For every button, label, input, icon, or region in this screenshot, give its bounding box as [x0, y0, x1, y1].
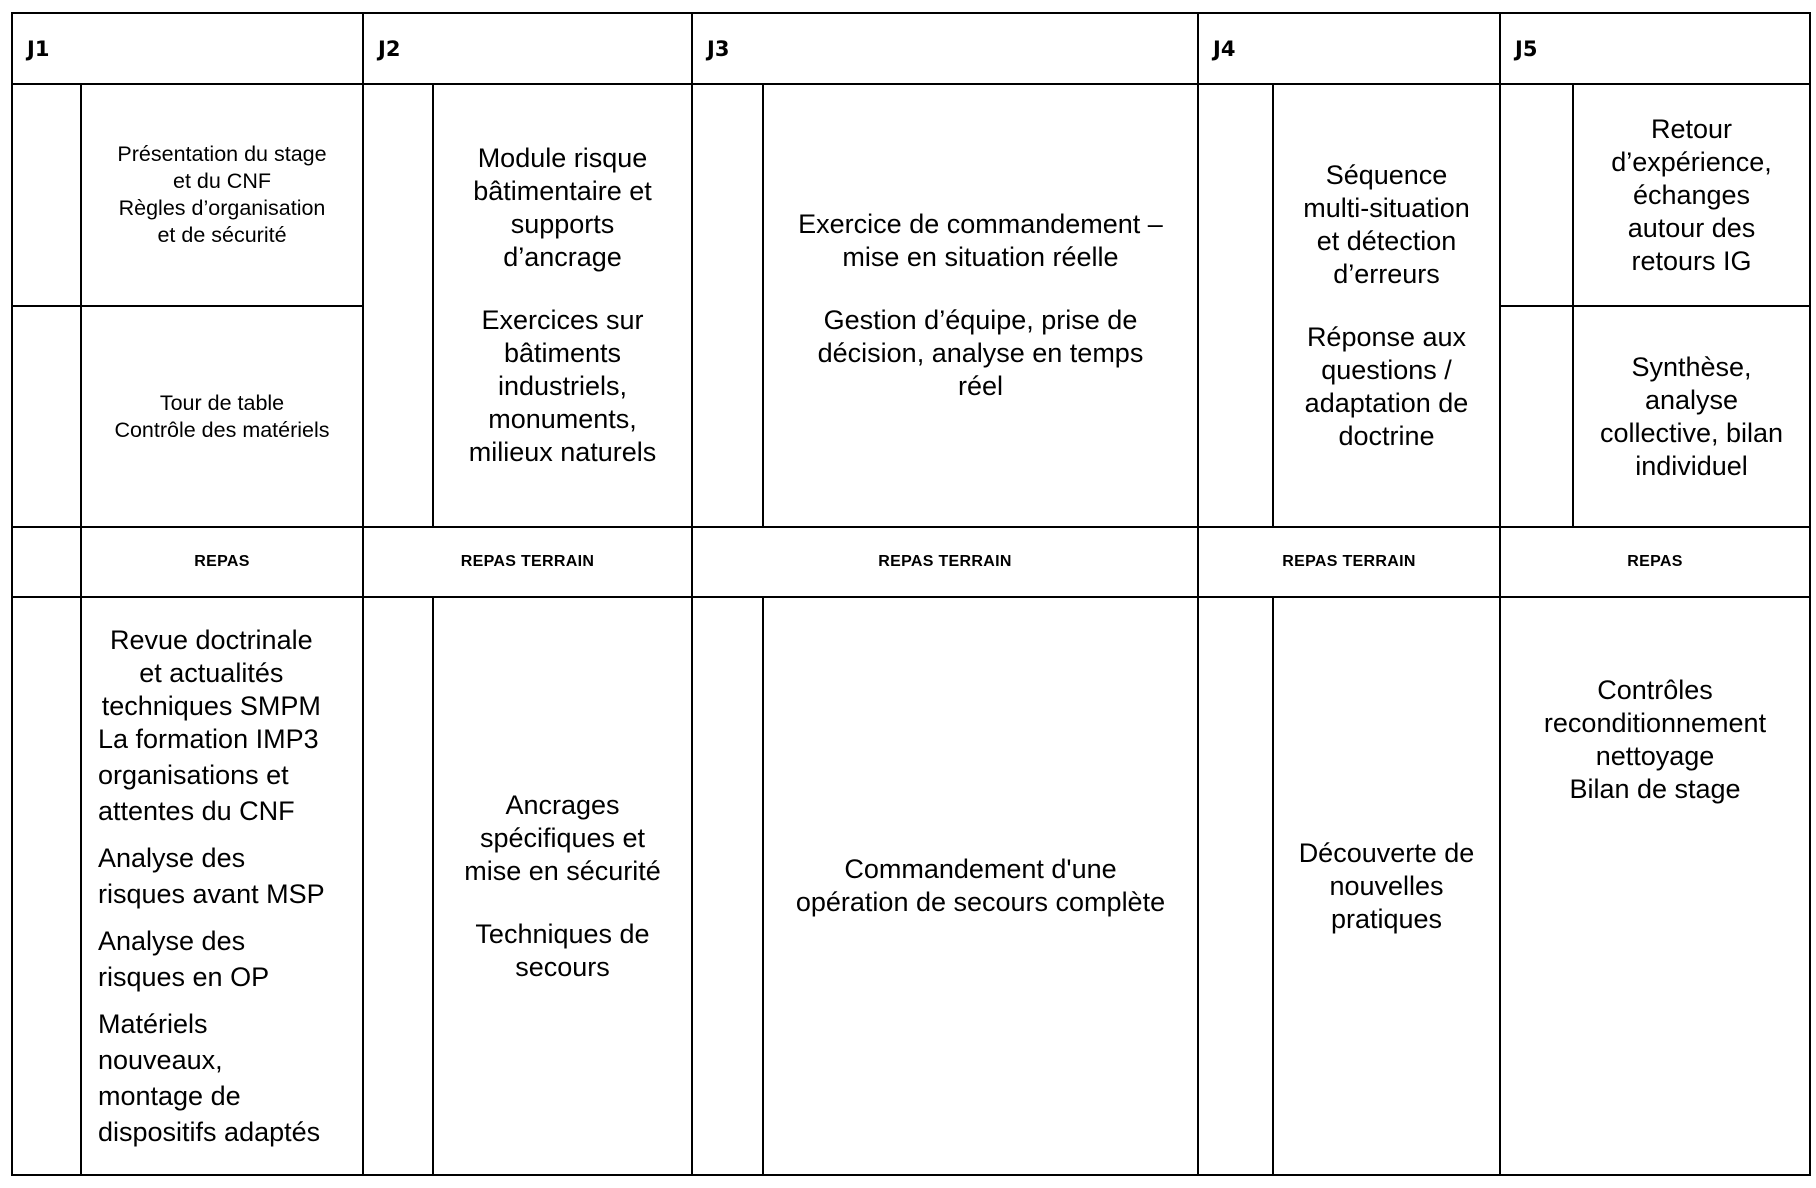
day-label: J2	[378, 36, 401, 61]
text-line: décision, analyse en temps	[817, 338, 1144, 368]
text-line: et de sécurité	[157, 223, 287, 247]
time-slot-stub	[691, 83, 764, 528]
day-header-j5	[1499, 12, 1811, 85]
text-line: Tour de table	[159, 390, 285, 415]
text-line: Revue doctrinale	[109, 624, 313, 655]
text-line: risques en OP	[98, 961, 270, 992]
text-line: bâtimentaire et	[473, 176, 652, 206]
text-line: réel	[957, 371, 1003, 401]
session-j4-morning	[1272, 83, 1501, 528]
time-slot-stub	[11, 526, 82, 598]
day-header-j1	[11, 12, 364, 85]
time-slot-stub	[691, 596, 764, 1176]
time-slot-stub	[11, 305, 82, 528]
text-line: nouveaux,	[98, 1044, 223, 1075]
meal-label: REPAS	[194, 553, 250, 570]
session-j1-afternoon	[80, 596, 364, 1176]
text-line: dispositifs adaptés	[98, 1116, 321, 1147]
text-line: Techniques de	[475, 918, 650, 949]
time-slot-stub	[1499, 305, 1574, 528]
meal-j5	[1499, 526, 1811, 598]
text-line: Exercice de commandement –	[798, 209, 1163, 239]
text-line: Séquence	[1325, 159, 1448, 190]
meal-j3	[691, 526, 1199, 598]
text-line: Matériels	[98, 1008, 208, 1039]
text-line: Découverte de	[1298, 837, 1475, 868]
text-line: questions /	[1321, 354, 1452, 385]
text-line: analyse	[1644, 384, 1739, 415]
text-line: Synthèse,	[1631, 351, 1752, 382]
session-text	[117, 141, 326, 249]
text-line: risques avant MSP	[98, 878, 325, 909]
day-label: J1	[27, 36, 50, 61]
text-line: spécifiques et	[479, 822, 646, 853]
text-line: autour des	[1627, 212, 1756, 243]
text-line: Règles d’organisation	[118, 196, 326, 220]
day-label: J5	[1515, 36, 1538, 61]
session-text	[1303, 159, 1470, 453]
time-slot-stub	[1197, 83, 1274, 528]
text-line: Contrôle des matériels	[114, 417, 330, 442]
session-j1-morning-2	[80, 305, 364, 528]
session-j5-morning-1	[1572, 83, 1811, 307]
text-line: Retour	[1650, 113, 1733, 144]
session-text	[798, 208, 1163, 403]
session-text	[98, 624, 325, 1149]
text-line: d’erreurs	[1333, 258, 1440, 289]
text-line: milieux naturels	[468, 437, 657, 467]
text-line: mise en sécurité	[464, 855, 661, 886]
session-text	[464, 789, 661, 984]
text-line: nouvelles	[1329, 870, 1444, 901]
text-line: doctrine	[1338, 420, 1435, 451]
session-j2-afternoon	[432, 596, 693, 1176]
session-text	[1544, 674, 1766, 806]
text-line: techniques SMPM	[101, 690, 321, 721]
text-line: Ancrages	[505, 789, 620, 820]
text-line: d’ancrage	[503, 242, 622, 272]
text-line: adaptation de	[1304, 387, 1469, 418]
time-slot-stub	[362, 596, 434, 1176]
session-j3-afternoon	[762, 596, 1199, 1176]
text-line: industriels,	[497, 371, 628, 401]
day-header-j2	[362, 12, 693, 85]
day-label: J3	[707, 36, 730, 61]
text-line: échanges	[1632, 179, 1751, 210]
time-slot-stub	[1197, 596, 1274, 1176]
meal-label: REPAS TERRAIN	[460, 553, 595, 570]
text-line: pratiques	[1330, 903, 1443, 934]
day-header-j3	[691, 12, 1199, 85]
meal-j4	[1197, 526, 1501, 598]
session-text	[1611, 113, 1772, 278]
text-line: mise en situation réelle	[842, 242, 1119, 272]
text-line: Contrôles	[1597, 675, 1713, 705]
session-j5-morning-2	[1572, 305, 1811, 528]
day-label: J4	[1213, 36, 1236, 61]
text-line: reconditionnement	[1543, 708, 1767, 738]
session-j4-afternoon	[1272, 596, 1501, 1176]
text-line: attentes du CNF	[98, 795, 295, 826]
text-line: Présentation du stage	[117, 142, 327, 166]
session-j5-afternoon	[1499, 596, 1811, 1176]
text-line: et du CNF	[173, 169, 271, 193]
meal-j1	[80, 526, 364, 598]
meal-label: REPAS TERRAIN	[1282, 553, 1416, 570]
text-line: montage de	[98, 1080, 241, 1111]
text-line: Module risque	[477, 143, 648, 173]
text-line: La formation IMP3	[98, 723, 319, 754]
text-line: Analyse des	[98, 842, 246, 873]
text-line: Gestion d’équipe, prise de	[823, 305, 1138, 335]
day-header-j4	[1197, 12, 1501, 85]
session-j3-morning	[762, 83, 1199, 528]
text-line: retours IG	[1631, 245, 1752, 276]
text-line: organisations et	[98, 759, 289, 790]
meal-label: REPAS TERRAIN	[878, 553, 1012, 570]
text-line: Bilan de stage	[1569, 774, 1741, 804]
time-slot-stub	[11, 596, 82, 1176]
text-line: secours	[515, 951, 610, 982]
time-slot-stub	[1499, 83, 1574, 307]
session-j2-morning	[432, 83, 693, 528]
session-text	[796, 853, 1165, 919]
time-slot-stub	[11, 83, 82, 307]
text-line: et actualités	[139, 657, 284, 688]
text-line: bâtiments	[503, 338, 622, 368]
meal-j2	[362, 526, 693, 598]
session-text	[114, 390, 329, 444]
meal-label: REPAS	[1627, 553, 1683, 570]
session-j1-morning-1	[80, 83, 364, 307]
text-line: monuments,	[488, 404, 637, 434]
time-slot-stub	[362, 83, 434, 528]
session-text	[1600, 351, 1783, 483]
session-text	[469, 142, 657, 469]
session-text	[1299, 837, 1475, 936]
text-line: supports	[510, 209, 615, 239]
text-line: multi-situation	[1303, 192, 1470, 223]
schedule-table	[11, 12, 1811, 1176]
text-line: individuel	[1635, 450, 1748, 481]
text-line: Exercices sur	[481, 305, 644, 335]
text-line: collective, bilan	[1599, 417, 1784, 448]
text-line: Réponse aux	[1306, 321, 1467, 352]
text-line: Commandement d'une	[844, 854, 1117, 884]
text-line: et détection	[1316, 225, 1457, 256]
text-line: d’expérience,	[1611, 146, 1772, 177]
text-line: opération de secours complète	[795, 887, 1166, 917]
text-line: nettoyage	[1595, 741, 1715, 771]
text-line: Analyse des	[98, 925, 246, 956]
